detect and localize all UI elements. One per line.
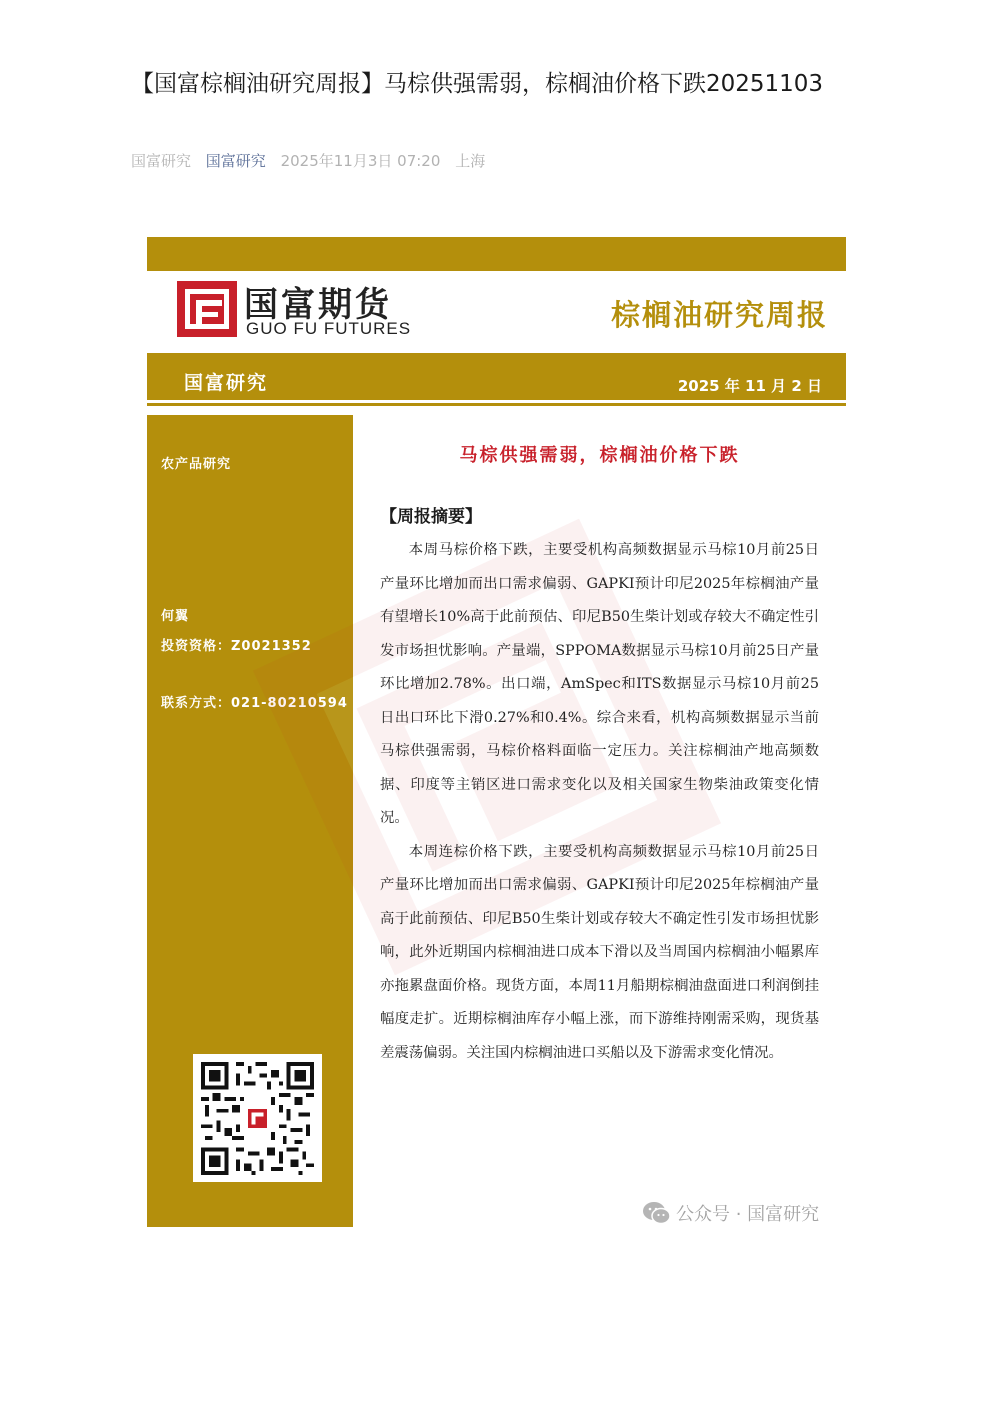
report-date: 2025 年 11 月 2 日 xyxy=(677,377,822,395)
wechat-icon xyxy=(642,1200,672,1226)
logo-chinese-name: 国富期货 xyxy=(244,285,392,325)
guofu-logo-icon xyxy=(177,281,237,337)
band-brand: 国富研究 xyxy=(184,372,269,394)
article-meta xyxy=(131,150,495,171)
sidebar-category: 农产品研究 xyxy=(161,457,232,472)
meta-account-link[interactable]: 国富研究 xyxy=(205,152,266,170)
logo-english-name: GUO FU FUTURES xyxy=(246,319,412,338)
article-title: 【国富棕榈油研究周报】马棕供强需弱，棕榈油价格下跌20251103 xyxy=(131,71,824,97)
sidebar-contact: 联系方式：021-80210594 xyxy=(161,696,348,711)
report-name: 棕榈油研究周报 xyxy=(610,298,828,332)
report-headline: 马棕供强需弱，棕榈油价格下跌 xyxy=(459,445,740,466)
summary-paragraph-2: 本周连棕价格下跌，主要受机构高频数据显示马棕10月前25日产量环比增加而出口需求偏弱、GAPKI预计印尼2025年棕榈油产量高于此前预估、印尼B50生柴计划或存较大不确定性引发市场担忧影响，此外近期国内棕榈油进口成本下滑以及当周国内棕榈油小幅累库亦拖累盘面价格。现货方面，本周11月船期棕榈油盘面进口利润倒挂幅度走扩。近期棕榈油库存小幅上涨，而下游维持刚需采购，现货基差震荡偏弱。关注国内棕榈油进口买船以及下游需求变化情况。 xyxy=(380,843,819,1061)
meta-source: 国富研究 xyxy=(131,152,192,170)
band-underline xyxy=(147,403,846,406)
top-gold-bar xyxy=(147,237,846,271)
sidebar-analyst: 何翼 xyxy=(161,609,190,624)
footer-text: 公众号 · 国富研究 xyxy=(676,1204,820,1225)
report-image xyxy=(147,237,846,1227)
summary-paragraph-1: 本周马棕价格下跌，主要受机构高频数据显示马棕10月前25日产量环比增加而出口需求偏弱、GAPKI预计印尼2025年棕榈油产量有望增长10%高于此前预估、印尼B50生柴计划或存较大不确定性引发市场担忧影响。产量端，SPPOMA数据显示马棕10月前25日产量环比增加2.78%。出口端，AmSpec和ITS数据显示马棕10月前25日出口环比下滑0.27%和0.4%。综合来看，机构高频数据显示当前马棕供强需弱，马棕价格料面临一定压力。关注棕榈油产地高频数据、印度等主销区进口需求变化以及相关国家生物柴油政策变化情况。 xyxy=(380,542,819,826)
summary-body xyxy=(380,534,819,1070)
qr-code xyxy=(193,1054,322,1182)
footer-account[interactable] xyxy=(642,1200,819,1226)
qr-code-icon xyxy=(201,1062,314,1175)
meta-datetime: 2025年11月3日 07:20 xyxy=(280,152,441,170)
meta-location: 上海 xyxy=(455,152,486,170)
summary-heading: 【周报摘要】 xyxy=(380,507,482,527)
sidebar-license: 投资资格：Z0021352 xyxy=(161,639,312,654)
